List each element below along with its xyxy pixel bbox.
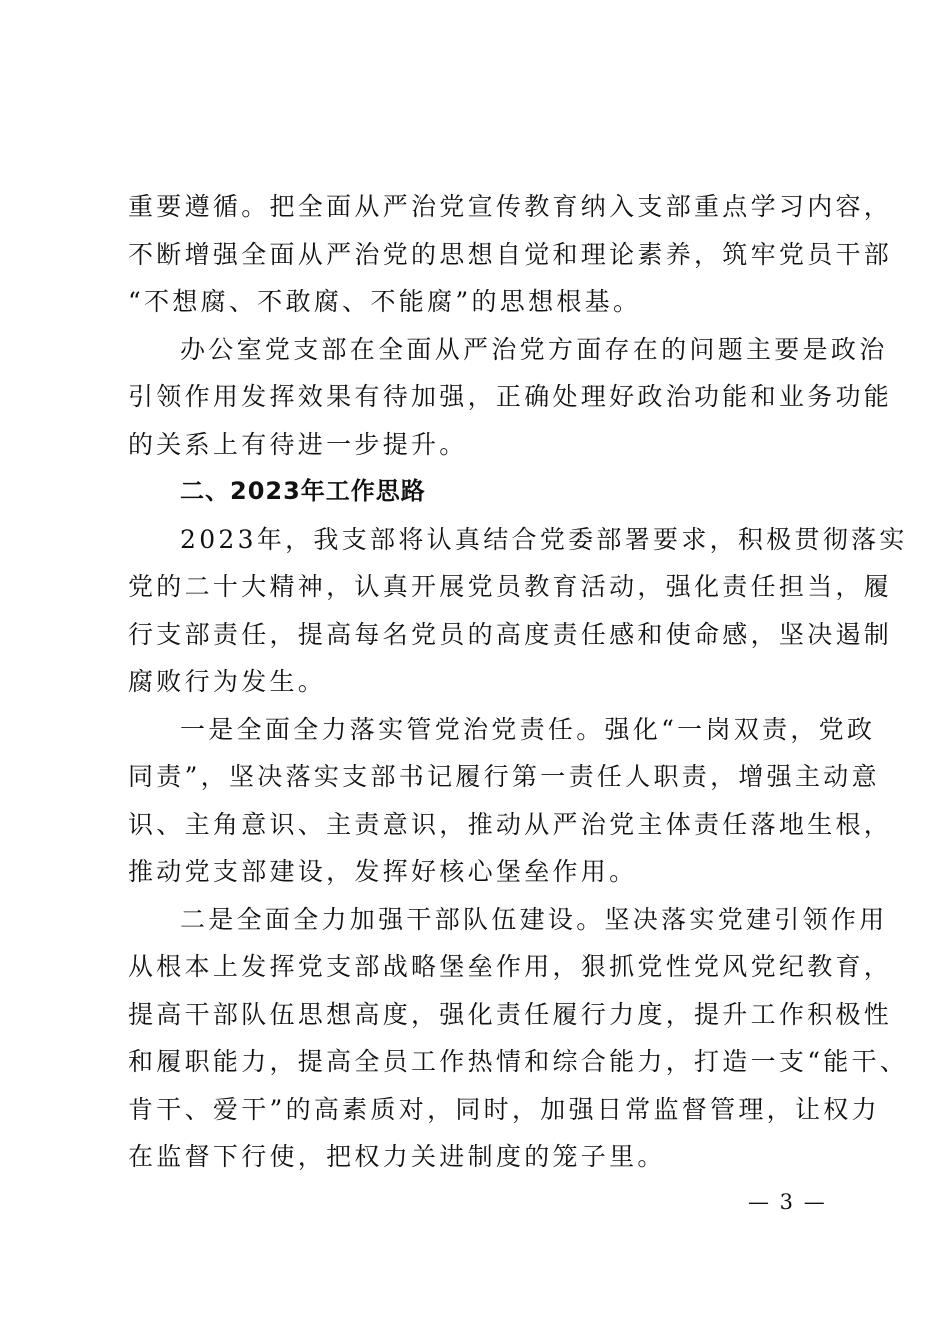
body-text-line: 的关系上有待进一步提升。 bbox=[128, 429, 468, 459]
body-text-line: 重要遵循。把全面从严治党宣传教育纳入支部重点学习内容， bbox=[128, 192, 893, 221]
body-text-line: 行支部责任，提高每名党员的高度责任感和使命感，坚决遏制 bbox=[128, 619, 893, 649]
document-body bbox=[128, 183, 909, 1181]
section-heading: 二、2023年工作思路 bbox=[180, 477, 426, 505]
body-text-line: 提高干部队伍思想高度，强化责任履行力度，提升工作积极性 bbox=[128, 999, 893, 1029]
body-text-line: 和履职能力，提高全员工作热情和综合能力，打造一支“能干、 bbox=[128, 1047, 909, 1076]
paragraph-first-line: 二是全面全力加强干部队伍建设。坚决落实党建引领作用 bbox=[180, 904, 888, 934]
body-text-line: 从根本上发挥党支部战略堡垒作用，狠抓党性党风党纪教育， bbox=[128, 952, 893, 981]
paragraph-first-line: 办公室党支部在全面从严治党方面存在的问题主要是政治 bbox=[180, 334, 888, 364]
body-text-line: 党的二十大精神，认真开展党员教育活动，强化责任担当，履 bbox=[128, 572, 893, 601]
paragraph-first-line: 2023年，我支部将认真结合党委部署要求，积极贯彻落实 bbox=[180, 524, 908, 554]
body-text-line: 腐败行为发生。 bbox=[128, 667, 327, 696]
body-text-line: 同责”，坚决落实支部书记履行第一责任人职责，增强主动意 bbox=[128, 762, 880, 791]
paragraph-first-line: 一是全面全力落实管党治党责任。强化“一岗双责，党政 bbox=[180, 714, 876, 744]
body-text-line: “不想腐、不敢腐、不能腐”的思想根基。 bbox=[128, 287, 642, 316]
body-text-line: 肯干、爱干”的高素质对，同时，加强日常监督管理，让权力 bbox=[128, 1094, 880, 1124]
body-text-line: 引领作用发挥效果有待加强，正确处理好政治功能和业务功能 bbox=[128, 382, 893, 411]
body-text-line: 推动党支部建设，发挥好核心堡垒作用。 bbox=[128, 857, 638, 886]
body-text-line: 不断增强全面从严治党的思想自觉和理论素养，筑牢党员干部 bbox=[128, 239, 893, 269]
body-text-line: 在监督下行使，把权力关进制度的笼子里。 bbox=[128, 1142, 666, 1171]
body-text-line: 识、主角意识、主责意识，推动从严治党主体责任落地生根， bbox=[128, 809, 893, 839]
page-number: — 3 — bbox=[748, 1190, 827, 1214]
